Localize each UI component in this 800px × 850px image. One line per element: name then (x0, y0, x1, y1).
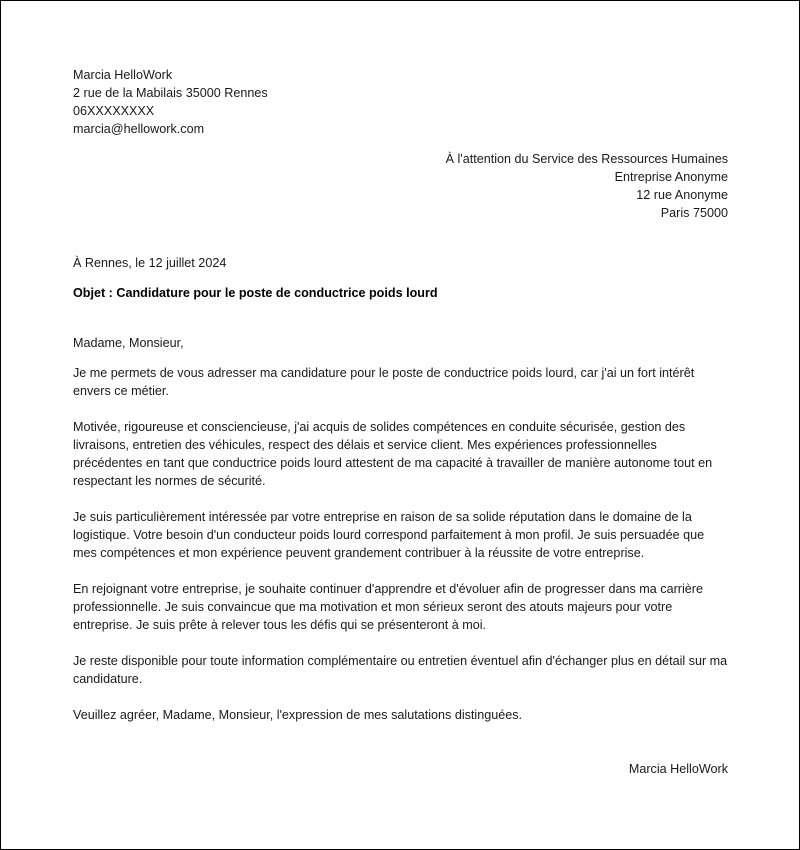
sender-address: 2 rue de la Mabilais 35000 Rennes (73, 86, 268, 100)
sender-name: Marcia HelloWork (73, 68, 173, 82)
recipient-attention: À l'attention du Service des Ressources Humaines (445, 152, 728, 166)
signature: Marcia HelloWork (628, 762, 728, 776)
sender-phone: 06XXXXXXXX (73, 104, 155, 118)
sender-block (73, 66, 728, 138)
body-paragraph: Je suis particulièrement intéressée par votre entreprise en raison de sa solide réputation dans le domaine de la logistique. Votre besoin d'un conducteur poids lourd correspond parfaitement à mon profil. Je suis persuadée que mes compétences et mon expérience peuvent grandement contribuer à la réussite de votre entreprise. (73, 510, 705, 560)
recipient-company: Entreprise Anonyme (614, 170, 728, 184)
closing-paragraph: Veuillez agréer, Madame, Monsieur, l'expression de mes salutations distinguées. (73, 708, 523, 722)
body-paragraph: Motivée, rigoureuse et consciencieuse, j'ai acquis de solides compétences en conduite sécurisée, gestion des livraisons, entretien des véhicules, respect des délais et service client. Mes expériences professionnelles précédentes en tant que conductrice poids lourd attestent de ma capacité à travailler de manière autonome tout en respectant les normes de sécurité. (73, 420, 713, 488)
sender-email: marcia@hellowork.com (73, 122, 205, 136)
letter-content (73, 66, 728, 778)
greeting: Madame, Monsieur, (73, 336, 184, 350)
body-paragraph: Je me permets de vous adresser ma candidature pour le poste de conductrice poids lourd, car j'ai un fort intérêt envers ce métier. (73, 366, 695, 398)
body-paragraph: En rejoignant votre entreprise, je souhaite continuer d'apprendre et d'évoluer afin de progresser dans ma carrière professionnelle. Je suis convaincue que ma motivation et mon sérieux seront des atouts majeurs pour votre entreprise. Je suis prête à relever tous les défis qui se présenteront à moi. (73, 582, 703, 632)
date-line: À Rennes, le 12 juillet 2024 (73, 256, 227, 270)
body-paragraph: Je reste disponible pour toute information complémentaire ou entretien éventuel afin d'échanger plus en détail sur ma candidature. (73, 654, 728, 686)
recipient-city: Paris 75000 (660, 206, 728, 220)
recipient-block (73, 150, 728, 222)
recipient-street: 12 rue Anonyme (636, 188, 728, 202)
subject-line: Objet : Candidature pour le poste de conductrice poids lourd (73, 286, 438, 300)
